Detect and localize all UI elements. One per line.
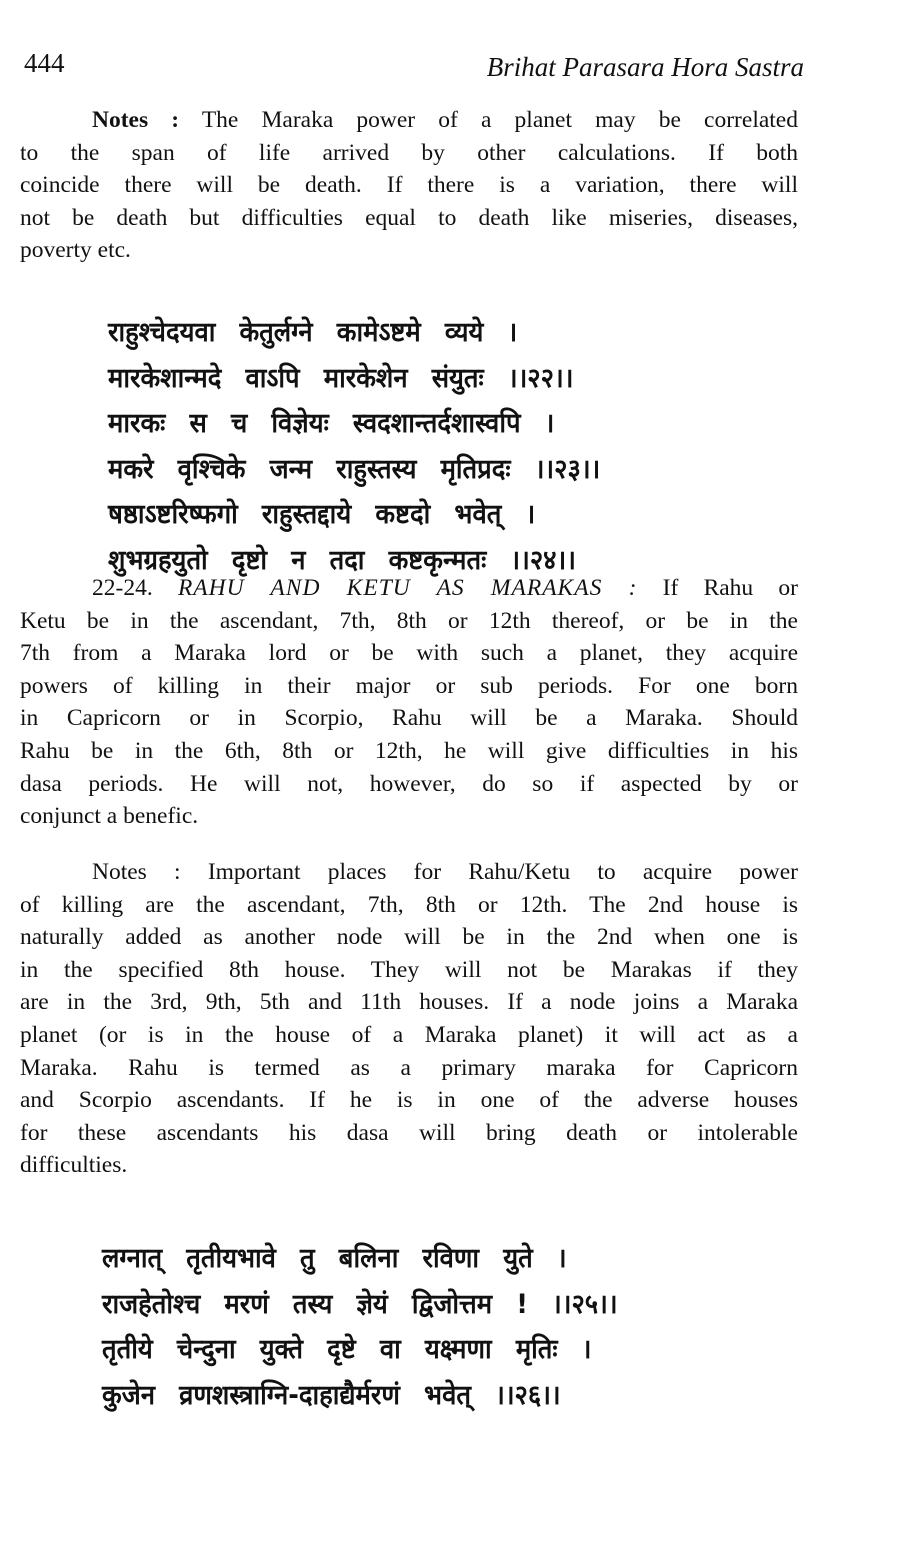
- text-line: are in the 3rd, 9th, 5th and 11th houses. If a node joins a Maraka: [20, 989, 798, 1016]
- notes-paragraph-2: [20, 856, 798, 1182]
- text-line: Ketu be in the ascendant, 7th, 8th or 12th thereof, or be in the: [20, 607, 798, 634]
- text-line: powers of killing in their major or sub periods. For one born: [20, 672, 798, 699]
- sloka-line: राहुश्चेदयवा केतुर्लग्ने कामेऽष्टमे व्यये ।: [108, 317, 518, 348]
- text-line-content: The Maraka power of a planet may be correlated: [179, 107, 798, 133]
- text-line: in the specified 8th house. They will not be Marakas if they: [20, 956, 798, 983]
- sloka-line: मारकः स च विज्ञेयः स्वदशान्तर्दशास्वपि ।: [108, 408, 555, 439]
- notes-label: Notes :: [92, 107, 180, 133]
- text-line: for these ascendants his dasa will bring death or intolerable: [20, 1119, 798, 1146]
- sloka-line: लग्नात् तृतीयभावे तु बलिना रविणा युते ।: [102, 1243, 567, 1274]
- page-header: [22, 42, 804, 82]
- text-line: naturally added as another node will be in the 2nd when one is: [20, 924, 798, 951]
- text-line: to the span of life arrived by other calculations. If both: [20, 139, 798, 166]
- sloka-line: षष्ठाऽष्टरिष्फगो राहुस्तद्दाये कष्टदो भवेत् ।: [108, 499, 536, 530]
- text-line: 7th from a Maraka lord or be with such a planet, they acquire: [20, 640, 798, 667]
- text-line: Maraka. Rahu is termed as a primary maraka for Capricorn: [20, 1054, 798, 1081]
- sloka-line: मारकेशान्मदे वाऽपि मारकेशेन संयुतः ।।२२।।: [108, 362, 574, 394]
- text-line: poverty etc.: [20, 237, 131, 264]
- text-line: coincide there will be death. If there is a variation, there will: [20, 172, 798, 199]
- sloka-line: कुजेन व्रणशस्त्राग्नि-दाहाद्यैर्मरणं भवेत् ।।२६।।: [102, 1379, 561, 1411]
- sanskrit-sloka-22-24: [108, 310, 728, 583]
- page-number: 444: [24, 48, 65, 78]
- text-line: [20, 572, 798, 605]
- text-line-content: If Rahu or: [637, 575, 798, 601]
- text-line: and Scorpio ascendants. If he is in one of the adverse houses: [20, 1087, 798, 1114]
- text-line: conjunct a benefic.: [20, 803, 199, 830]
- text-line-content: Important places for Rahu/Ketu to acquire power: [180, 859, 798, 885]
- text-line: dasa periods. He will not, however, do so if aspected by or: [20, 770, 798, 797]
- text-line: planet (or is in the house of a Maraka planet) it will act as a: [20, 1021, 798, 1048]
- notes-label: Notes :: [92, 859, 181, 885]
- sloka-line: तृतीये चेन्दुना युक्ते दृष्टे वा यक्ष्मणा मृतिः ।: [102, 1334, 592, 1365]
- text-line: in Capricorn or in Scorpio, Rahu will be a Maraka. Should: [20, 705, 798, 732]
- verse-22-24-translation: [20, 572, 798, 833]
- running-title: Brihat Parasara Hora Sastra: [486, 52, 804, 82]
- sloka-line: शुभग्रहयुतो दृष्टो न तदा कष्टकृन्मतः ।।२४।।: [108, 544, 576, 576]
- sloka-line: मकरे वृश्चिके जन्म राहुस्तस्य मृतिप्रदः ।।२३।।: [108, 453, 601, 485]
- text-line: not be death but difficulties equal to death like miseries, diseases,: [20, 204, 798, 231]
- sanskrit-sloka-25-26: [102, 1236, 722, 1418]
- verse-heading: RAHU AND KETU AS MARAKAS :: [177, 575, 638, 601]
- text-line: of killing are the ascendant, 7th, 8th or 12th. The 2nd house is: [20, 891, 798, 918]
- text-line: Rahu be in the 6th, 8th or 12th, he will give difficulties in his: [20, 737, 798, 764]
- sloka-line: राजहेतोश्च मरणं तस्य ज्ञेयं द्विजोत्तम ! ।।२५।।: [102, 1288, 618, 1320]
- text-line: difficulties.: [20, 1152, 128, 1179]
- text-line: [20, 856, 798, 889]
- notes-paragraph-1: [20, 104, 798, 267]
- verse-number: 22-24.: [92, 575, 153, 601]
- text-line: [20, 104, 798, 137]
